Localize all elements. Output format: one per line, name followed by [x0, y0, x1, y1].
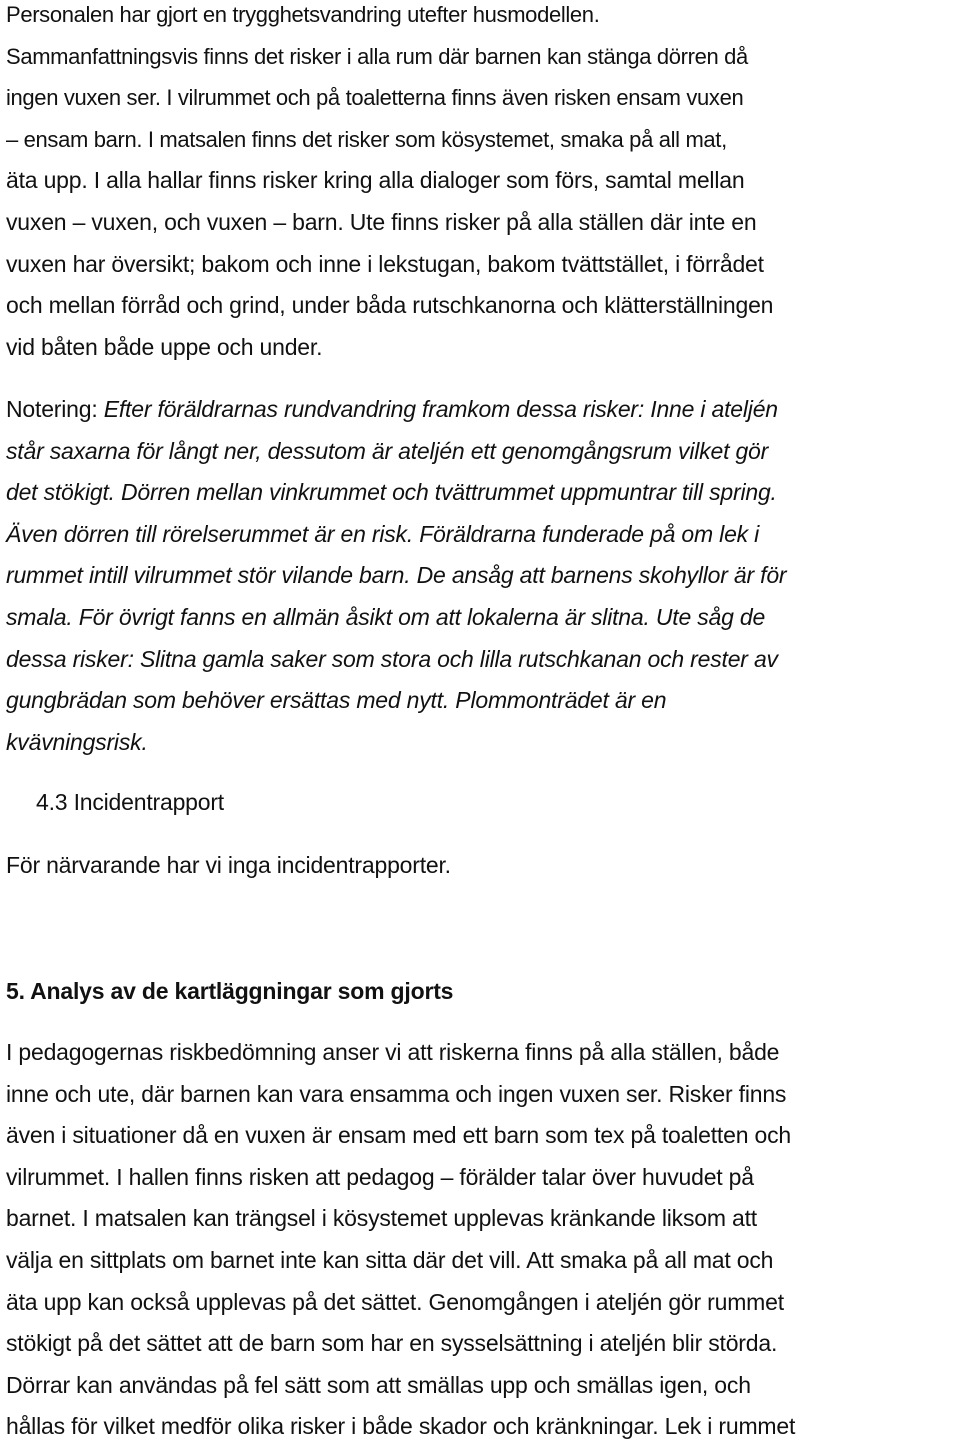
intro-line: Personalen har gjort en trygghetsvandring utefter husmodellen.: [6, 2, 600, 27]
intro-line: Sammanfattningsvis finns det risker i alla rum där barnen kan stänga dörren då: [6, 43, 748, 69]
intro-line: ingen vuxen ser. I vilrummet och på toaletterna finns även risken ensam vuxen: [6, 85, 744, 111]
section-5-line: Dörrar kan användas på fel sätt som att smällas upp och smällas igen, och: [6, 1371, 751, 1398]
section-5-line: barnet. I matsalen kan trängsel i kösystemet upplevas kränkande liksom att: [6, 1205, 757, 1232]
note-line: Efter föräldrarnas rundvandring framkom dessa risker: Inne i ateljén: [103, 396, 778, 422]
section-5-line: äta upp kan också upplevas på det sättet. Genomgången i ateljén gör rummet: [6, 1288, 784, 1315]
intro-line: och mellan förråd och grind, under båda rutschkanorna och klätterställningen: [6, 292, 774, 319]
section-5-line: välja en sittplats om barnet inte kan sitta där det vill. Att smaka på all mat och: [6, 1246, 774, 1273]
note-first-line: [6, 389, 786, 431]
note-paragraph: [6, 389, 786, 763]
intro-line: vuxen – vuxen, och vuxen – barn. Ute finns risker på alla ställen där inte en: [6, 208, 757, 235]
intro-line: äta upp. I alla hallar finns risker kring alla dialoger som förs, samtal mellan: [6, 167, 745, 194]
section-5-line: stökigt på det sättet att de barn som har en sysselsättning i ateljén blir störda.: [6, 1330, 778, 1357]
intro-line: vuxen har översikt; bakom och inne i lekstugan, bakom tvättstället, i förrådet: [6, 250, 764, 277]
section-5-line: även i situationer då en vuxen är ensam med ett barn som tex på toaletten och: [6, 1122, 791, 1149]
note-line: kvävningsrisk.: [6, 728, 148, 755]
note-line: rummet intill vilrummet stör vilande barn. De ansåg att barnens skohyllor är för: [6, 562, 787, 589]
note-line: gungbrädan som behöver ersättas med nytt. Plommonträdet är en: [6, 687, 667, 714]
note-line: dessa risker: Slitna gamla saker som stora och lilla rutschkanan och rester av: [6, 645, 778, 672]
note-label: Notering:: [6, 396, 104, 422]
intro-line: vid båten både uppe och under.: [6, 333, 323, 360]
section-5-line: vilrummet. I hallen finns risken att pedagog – förälder talar över huvudet på: [6, 1163, 754, 1190]
intro-line: – ensam barn. I matsalen finns det risker som kösystemet, smaka på all mat,: [6, 126, 727, 152]
note-line: Även dörren till rörelserummet är en risk. Föräldrarna funderade på om lek i: [6, 520, 760, 547]
section-5-paragraph: [6, 1032, 795, 1448]
note-line: står saxarna för långt ner, dessutom är ateljén ett genomgångsrum vilket gör: [6, 437, 769, 464]
intro-paragraph: [6, 0, 773, 368]
section-4-3-text: För närvarande har vi inga incidentrapporter.: [6, 852, 451, 878]
section-5-heading: 5. Analys av de kartläggningar som gjorts: [6, 978, 454, 1004]
section-5-line: inne och ute, där barnen kan vara ensamma och ingen vuxen ser. Risker finns: [6, 1080, 787, 1107]
section-5-line: I pedagogernas riskbedömning anser vi att riskerna finns på alla ställen, både: [6, 1039, 780, 1065]
note-line: smala. För övrigt fanns en allmän åsikt om att lokalerna är slitna. Ute såg de: [6, 603, 766, 630]
section-5-line: hållas för vilket medför olika risker i både skador och kränkningar. Lek i rummet: [6, 1413, 796, 1440]
section-4-3-heading: 4.3 Incidentrapport: [36, 789, 224, 815]
note-line: det stökigt. Dörren mellan vinkrummet och tvättrummet uppmuntrar till spring.: [6, 479, 777, 506]
